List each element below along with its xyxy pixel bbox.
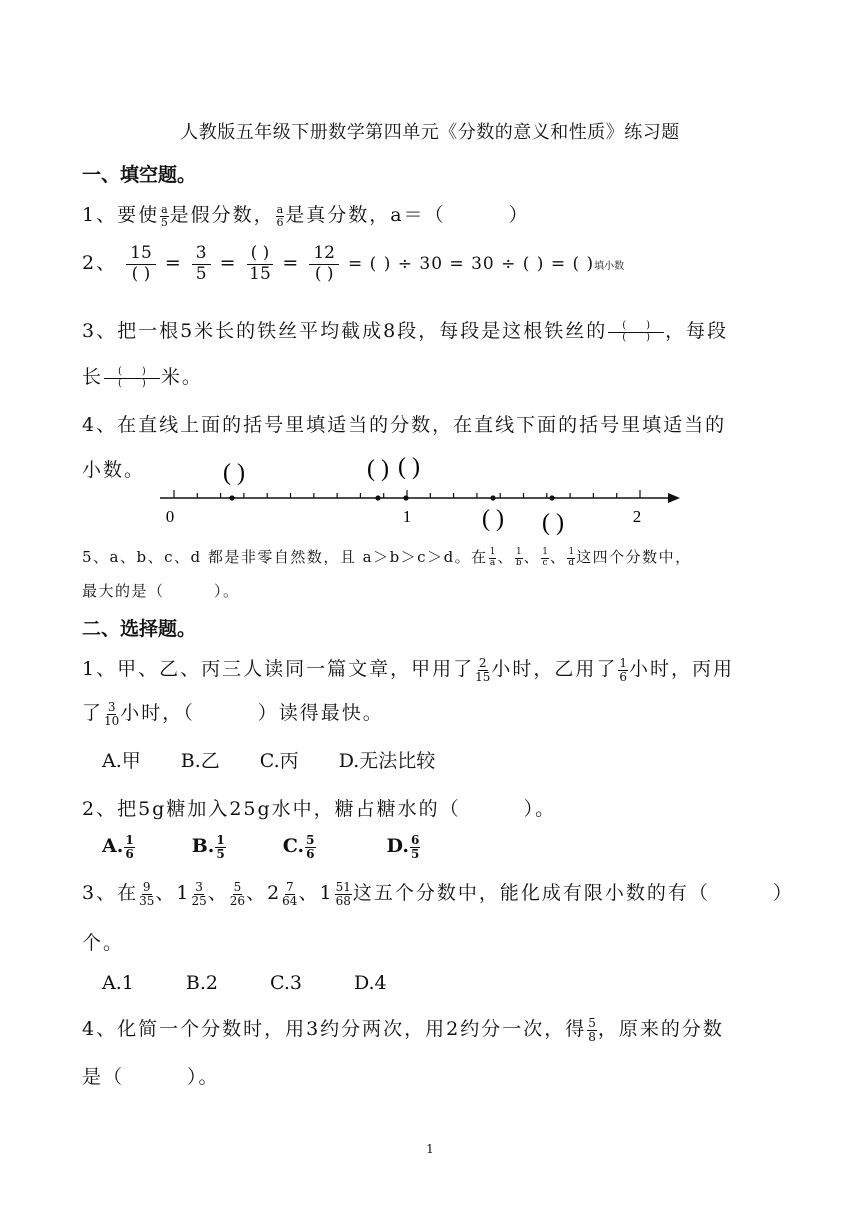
answer-fraction-blank[interactable]: $\frac{( )}{( )}$: [104, 367, 160, 389]
fraction-1-over-d: $\frac{1}{d}$: [568, 547, 575, 568]
question-3-line1: 3、把一根5米长的铁丝平均截成8段，每段是这根铁丝的 $\frac{( )}{( )}$ ，每段: [82, 320, 729, 343]
fraction-3-over-10: $\frac{3}{10}$: [104, 699, 120, 728]
question-2: 2、 $\frac{15}{( )}$ = $\frac{3}{5}$ = $\frac{( )}{15}$ = $\frac{12}{( )}$ = ( ) ÷ 30 = 30 ÷ ( ) = ( )填小数: [82, 243, 625, 284]
answer-paren-above: ( ): [367, 456, 389, 482]
option-a[interactable]: A.1: [102, 972, 134, 994]
tick-label-1: 1: [402, 507, 412, 526]
point-marker: [229, 495, 234, 500]
option-c[interactable]: C. $\frac{5}{6}$: [282, 833, 315, 861]
fraction-15-over-blank: $\frac{15}{( )}$: [126, 244, 156, 284]
question-5-line2: 最大的是（ ）。: [82, 582, 240, 600]
choice-question-3-line1: 3、在 $\frac{9}{35}$ 、1 $\frac{3}{25}$ 、 $\frac{5}{26}$ 、2 $\frac{7}{64}$ 、1 $\frac{51}{68}$ 这五个分数中，能化成有限小数的有（ ）: [82, 879, 794, 908]
section-fill-blanks-heading: 一、填空题。: [82, 164, 197, 186]
choice-question-2-options: [102, 834, 461, 860]
number-line-diagram: [150, 448, 690, 543]
option-b[interactable]: B.乙: [180, 750, 220, 772]
option-d[interactable]: D.无法比较: [338, 750, 436, 772]
mixed-2-7-over-64: $\frac{7}{64}$: [282, 879, 298, 908]
option-d[interactable]: D. $\frac{6}{5}$: [386, 833, 420, 861]
fraction-1-over-6: $\frac{1}{6}$: [619, 655, 628, 684]
mixed-1-3-over-25: $\frac{3}{25}$: [191, 879, 207, 908]
number-line-arrow: [668, 493, 680, 503]
point-marker: [490, 495, 495, 500]
choice-question-1-line1: 1、甲、乙、丙三人读同一篇文章，甲用了 $\frac{2}{15}$ 小时，乙用了 $\frac{1}{6}$ 小时，丙用: [82, 655, 735, 684]
option-b[interactable]: B.2: [185, 972, 218, 994]
choice-question-3-options: [102, 972, 427, 994]
fraction-5-over-8: $\frac{5}{8}$: [588, 1015, 596, 1044]
fraction-1-over-b: $\frac{1}{b}$: [515, 547, 522, 568]
page-number: 1: [426, 1142, 434, 1156]
question-4-line2: 小数。: [82, 459, 146, 481]
fraction-1-over-a: $\frac{1}{a}$: [489, 547, 496, 568]
equation-tail: = ( ) ÷ 30 = 30 ÷ ( ) = ( ): [348, 254, 595, 275]
page-title: 人教版五年级下册数学第四单元《分数的意义和性质》练习题: [180, 122, 680, 143]
hint-text: 填小数: [594, 261, 625, 273]
option-a[interactable]: A. $\frac{1}{6}$: [102, 833, 134, 861]
answer-paren-below: ( ): [542, 510, 564, 536]
mixed-1-51-over-68: $\frac{51}{68}$: [335, 879, 351, 908]
fraction-12-over-blank: $\frac{12}{( )}$: [309, 244, 339, 284]
fraction-1-over-c: $\frac{1}{c}$: [542, 547, 548, 568]
tick-label-2: 2: [632, 507, 642, 526]
point-marker: [375, 495, 380, 500]
choice-question-1-line2: 了 $\frac{3}{10}$ 小时，（ ）读得最快。: [82, 699, 384, 728]
answer-paren-above: ( ): [398, 454, 420, 480]
fraction-blank-over-15: $\frac{( )}{15}$: [247, 244, 274, 284]
point-marker: [549, 495, 554, 500]
question-1: 1、要使 $\frac{a}{5}$ 是假分数， $\frac{a}{6}$ 是真分数，a＝（ ）: [82, 202, 530, 229]
fraction-a-over-5: $\frac{a}{5}$: [160, 202, 168, 229]
option-c[interactable]: C.3: [269, 972, 302, 994]
section-multiple-choice-heading: 二、选择题。: [82, 618, 197, 640]
answer-fraction-blank[interactable]: $\frac{( )}{( )}$: [608, 321, 664, 343]
choice-question-4-line1: 4、化简一个分数时，用3约分两次，用2约分一次，得 $\frac{5}{8}$ ，原来的分数: [82, 1015, 724, 1044]
answer-paren-below: ( ): [482, 506, 504, 532]
tick-label-0: 0: [165, 507, 175, 526]
question-3-line2: 长 $\frac{( )}{( )}$ 米。: [82, 366, 203, 389]
choice-question-3-line2: 个。: [82, 932, 125, 954]
fraction-3-over-5: $\frac{3}{5}$: [192, 244, 211, 284]
choice-question-4-line2: 是（ ）。: [82, 1066, 220, 1088]
choice-question-1-options: [102, 746, 475, 773]
question-5-line1: 5、a、b、c、d 都是非零自然数，且 a＞b＞c＞d。在 $\frac{1}{a}$ 、 $\frac{1}{b}$ 、 $\frac{1}{c}$ 、 $\frac{1}{d}$ 这四个分数中，: [82, 547, 692, 568]
option-b[interactable]: B. $\frac{1}{5}$: [191, 833, 225, 861]
question-4-line1: 4、在直线上面的括号里填适当的分数，在直线下面的括号里填适当的: [82, 414, 727, 436]
fraction-9-over-35: $\frac{9}{35}$: [139, 879, 155, 908]
option-c[interactable]: C.丙: [259, 750, 299, 772]
fraction-5-over-26: $\frac{5}{26}$: [229, 879, 246, 908]
fraction-a-over-6: $\frac{a}{6}$: [276, 202, 284, 229]
fraction-2-over-15: $\frac{2}{15}$: [475, 655, 491, 684]
option-a[interactable]: A.甲: [102, 750, 141, 772]
point-marker: [403, 495, 408, 500]
choice-question-2: 2、把5g糖加入25g水中，糖占糖水的（ ）。: [82, 798, 557, 820]
answer-paren-above: ( ): [223, 460, 245, 486]
option-d[interactable]: D.4: [353, 972, 387, 994]
